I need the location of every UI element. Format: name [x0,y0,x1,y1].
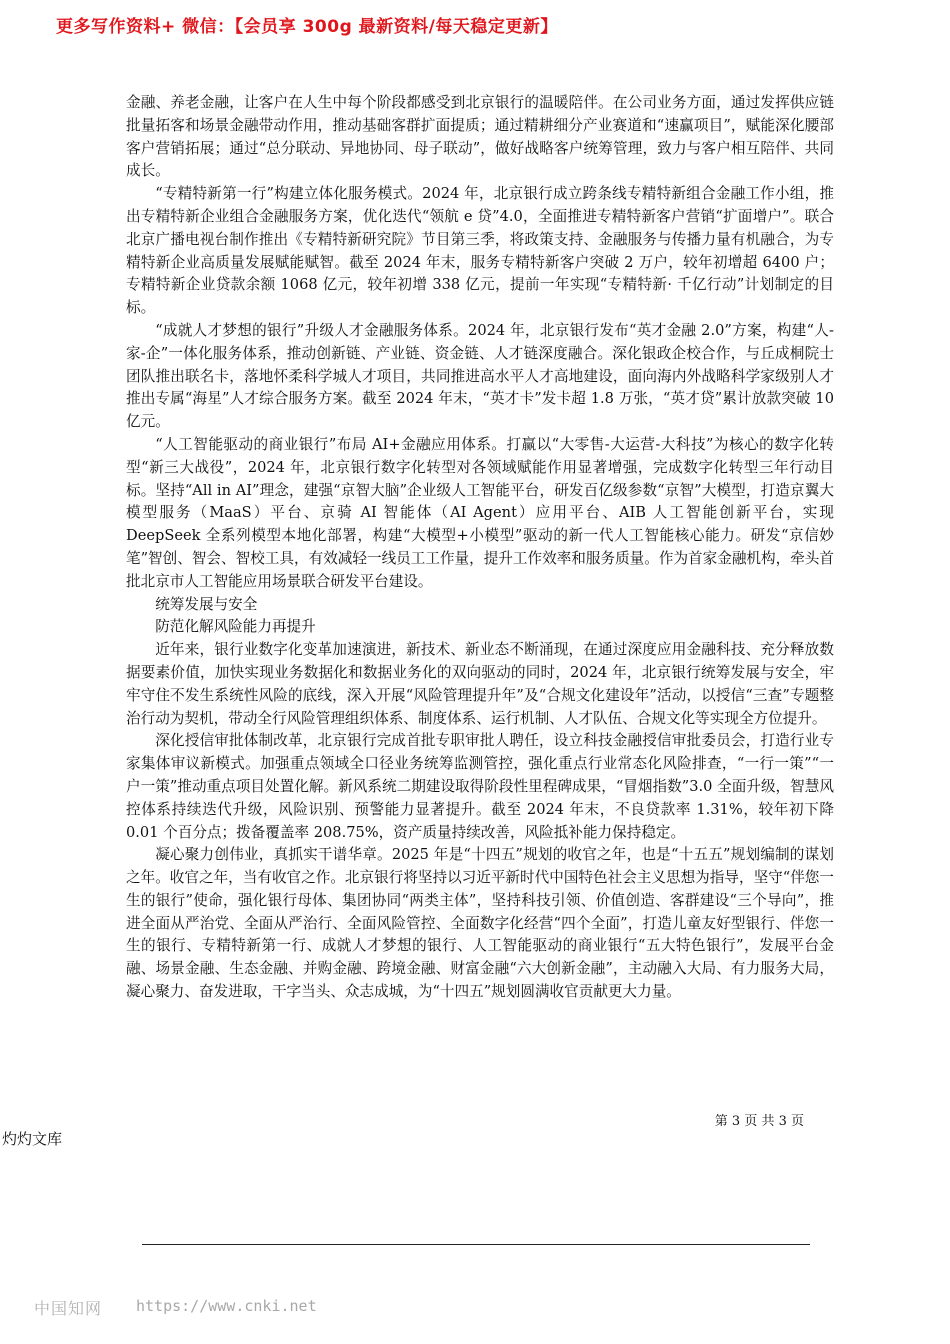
paragraph-customer-service: 金融、养老金融，让客户在人生中每个阶段都感受到北京银行的温暖陪伴。在公司业务方面，通过发挥供应链批量拓客和场景金融带动作用，推动基础客群扩面提质；通过精耕细分产业赛道和“速赢项目”，赋能深化腰部客户营销拓展；通过“总分联动、异地协同、母子联动”，做好战略客户统筹管理，致力与客户相互陪伴、共同成长。 [126,94,834,180]
subsection-heading: 防范化解风险能力再提升 [155,618,316,636]
cnki-url-link[interactable]: https://www.cnki.net [136,1297,317,1315]
paragraph-ai-banking: “人工智能驱动的商业银行”布局 AI+金融应用体系。打赢以“大零售-大运营-大科技”为核心的数字化转型“新三大战役”，2024 年，北京银行数字化转型对各领域赋能作用显著增强，完成数字化转型三年行动目标。坚持“All in AI”理念，建强“京智大脑”企业级人工智能平台，研发百亿级参数“京智”大模型，打造京翼大模型服务（MaaS）平台、京骑 AI 智能体（AI Agent）应用平台、AIB 人工智能创新平台，实现 DeepSeek 全系列模型本地化部署，构建“大模型+小模型”驱动的新一代人工智能核心能力。研发“京信妙笔”智创、智会、智校工具，有效减轻一线员工工作量，提升工作效率和服务质量。作为首家金融机构，牵头首批北京市人工智能应用场景联合研发平台建设。 [126,435,834,590]
paragraph-specialized-innovation: “专精特新第一行”构建立体化服务模式。2024 年，北京银行成立跨条线专精特新组合金融工作小组，推出专精特新企业组合金融服务方案，优化迭代“领航 e 贷”4.0，全面推进专精特新客户营销“扩面增户”。联合北京广播电视台制作推出《专精特新研究院》节目第三季，将政策支持、金融服务与传播力量有机融合，为专精特新企业高质量发展赋能赋智。截至 2024 年末，服务专精特新客户突破 2 万户，较年初增超 6400 户；专精特新企业贷款余额 1068 亿元，较年初增 338 亿元，提前一年实现“专精特新· 千亿行动”计划制定的目标。 [126,185,834,317]
footer-divider [142,1244,810,1245]
document-body [126,92,834,1004]
page-number: 第 3 页 共 3 页 [714,1114,804,1129]
library-watermark: 灼灼文库 [2,1130,63,1148]
paragraph-conclusion: 凝心聚力创伟业，真抓实干谱华章。2025 年是“十四五”规划的收官之年，也是“十五五”规划编制的谋划之年。收官之年，当有收官之作。北京银行将坚持以习近平新时代中国特色社会主义思想为指导，坚守“伴您一生的银行”使命，强化银行母体、集团协同“两类主体”，坚持科技引领、价值创造、客群建设“三个导向”，推进全面从严治党、全面从严治行、全面风险管控、全面数字化经营“四个全面”，打造儿童友好型银行、伴您一生的银行、专精特新第一行、成就人才梦想的银行、人工智能驱动的商业银行“五大特色银行”，发展平台金融、场景金融、生态金融、并购金融、跨境金融、财富金融“六大创新金融”，主动融入大局、有力服务大局，凝心聚力、奋发进取，干字当头、众志成城，为“十四五”规划圆满收官贡献更大力量。 [126,846,834,1001]
paragraph-credit-reform: 深化授信审批体制改革，北京银行完成首批专职审批人聘任，设立科技金融授信审批委员会，打造行业专家集体审议新模式。加强重点领域全口径业务统筹监测管控，强化重点行业常态化风险排查，“一行一策”“一户一策”推动重点项目处置化解。新风系统二期建设取得阶段性里程碑成果，“冒烟指数”3.0 全面升级，智慧风控体系持续迭代升级，风险识别、预警能力显著提升。截至 2024 年末，不良贷款率 1.31%，较年初下降 0.01 个百分点；拨备覆盖率 208.75%，资产质量持续改善，风险抵补能力保持稳定。 [126,732,834,841]
section-heading: 统筹发展与安全 [155,595,258,613]
paragraph-talent-finance: “成就人才梦想的银行”升级人才金融服务体系。2024 年，北京银行发布“英才金融 2.0”方案，构建“人-家-企”一体化服务体系，推动创新链、产业链、资金链、人才链深度融合。深化银政企校合作，与丘成桐院士团队推出联名卡，落地怀柔科学城人才项目，共同推进高水平人才高地建设，面向海内外战略科学家级别人才推出专属“海星”人才综合服务方案。截至 2024 年末，“英才卡”发卡超 1.8 万张，“英才贷”累计放款突破 10 亿元。 [126,321,834,431]
cnki-logo: 中国知网 [34,1299,103,1318]
promo-banner: 更多写作资料+ 微信：【会员享 300g 最新资料/每天稳定更新】 [56,17,558,37]
paragraph-risk-management: 近年来，银行业数字化变革加速演进，新技术、新业态不断涌现，在通过深度应用金融科技、充分释放数据要素价值，加快实现业务数据化和数据业务化的双向驱动的同时，2024 年，北京银行统筹发展与安全，牢牢守住不发生系统性风险的底线，深入开展“风险管理提升年”及“合规文化建设年”活动，以授信“三查”专题整治行动为契机，带动全行风险管理组织体系、制度体系、运行机制、人才队伍、合规文化等实现全方位提升。 [126,641,834,727]
